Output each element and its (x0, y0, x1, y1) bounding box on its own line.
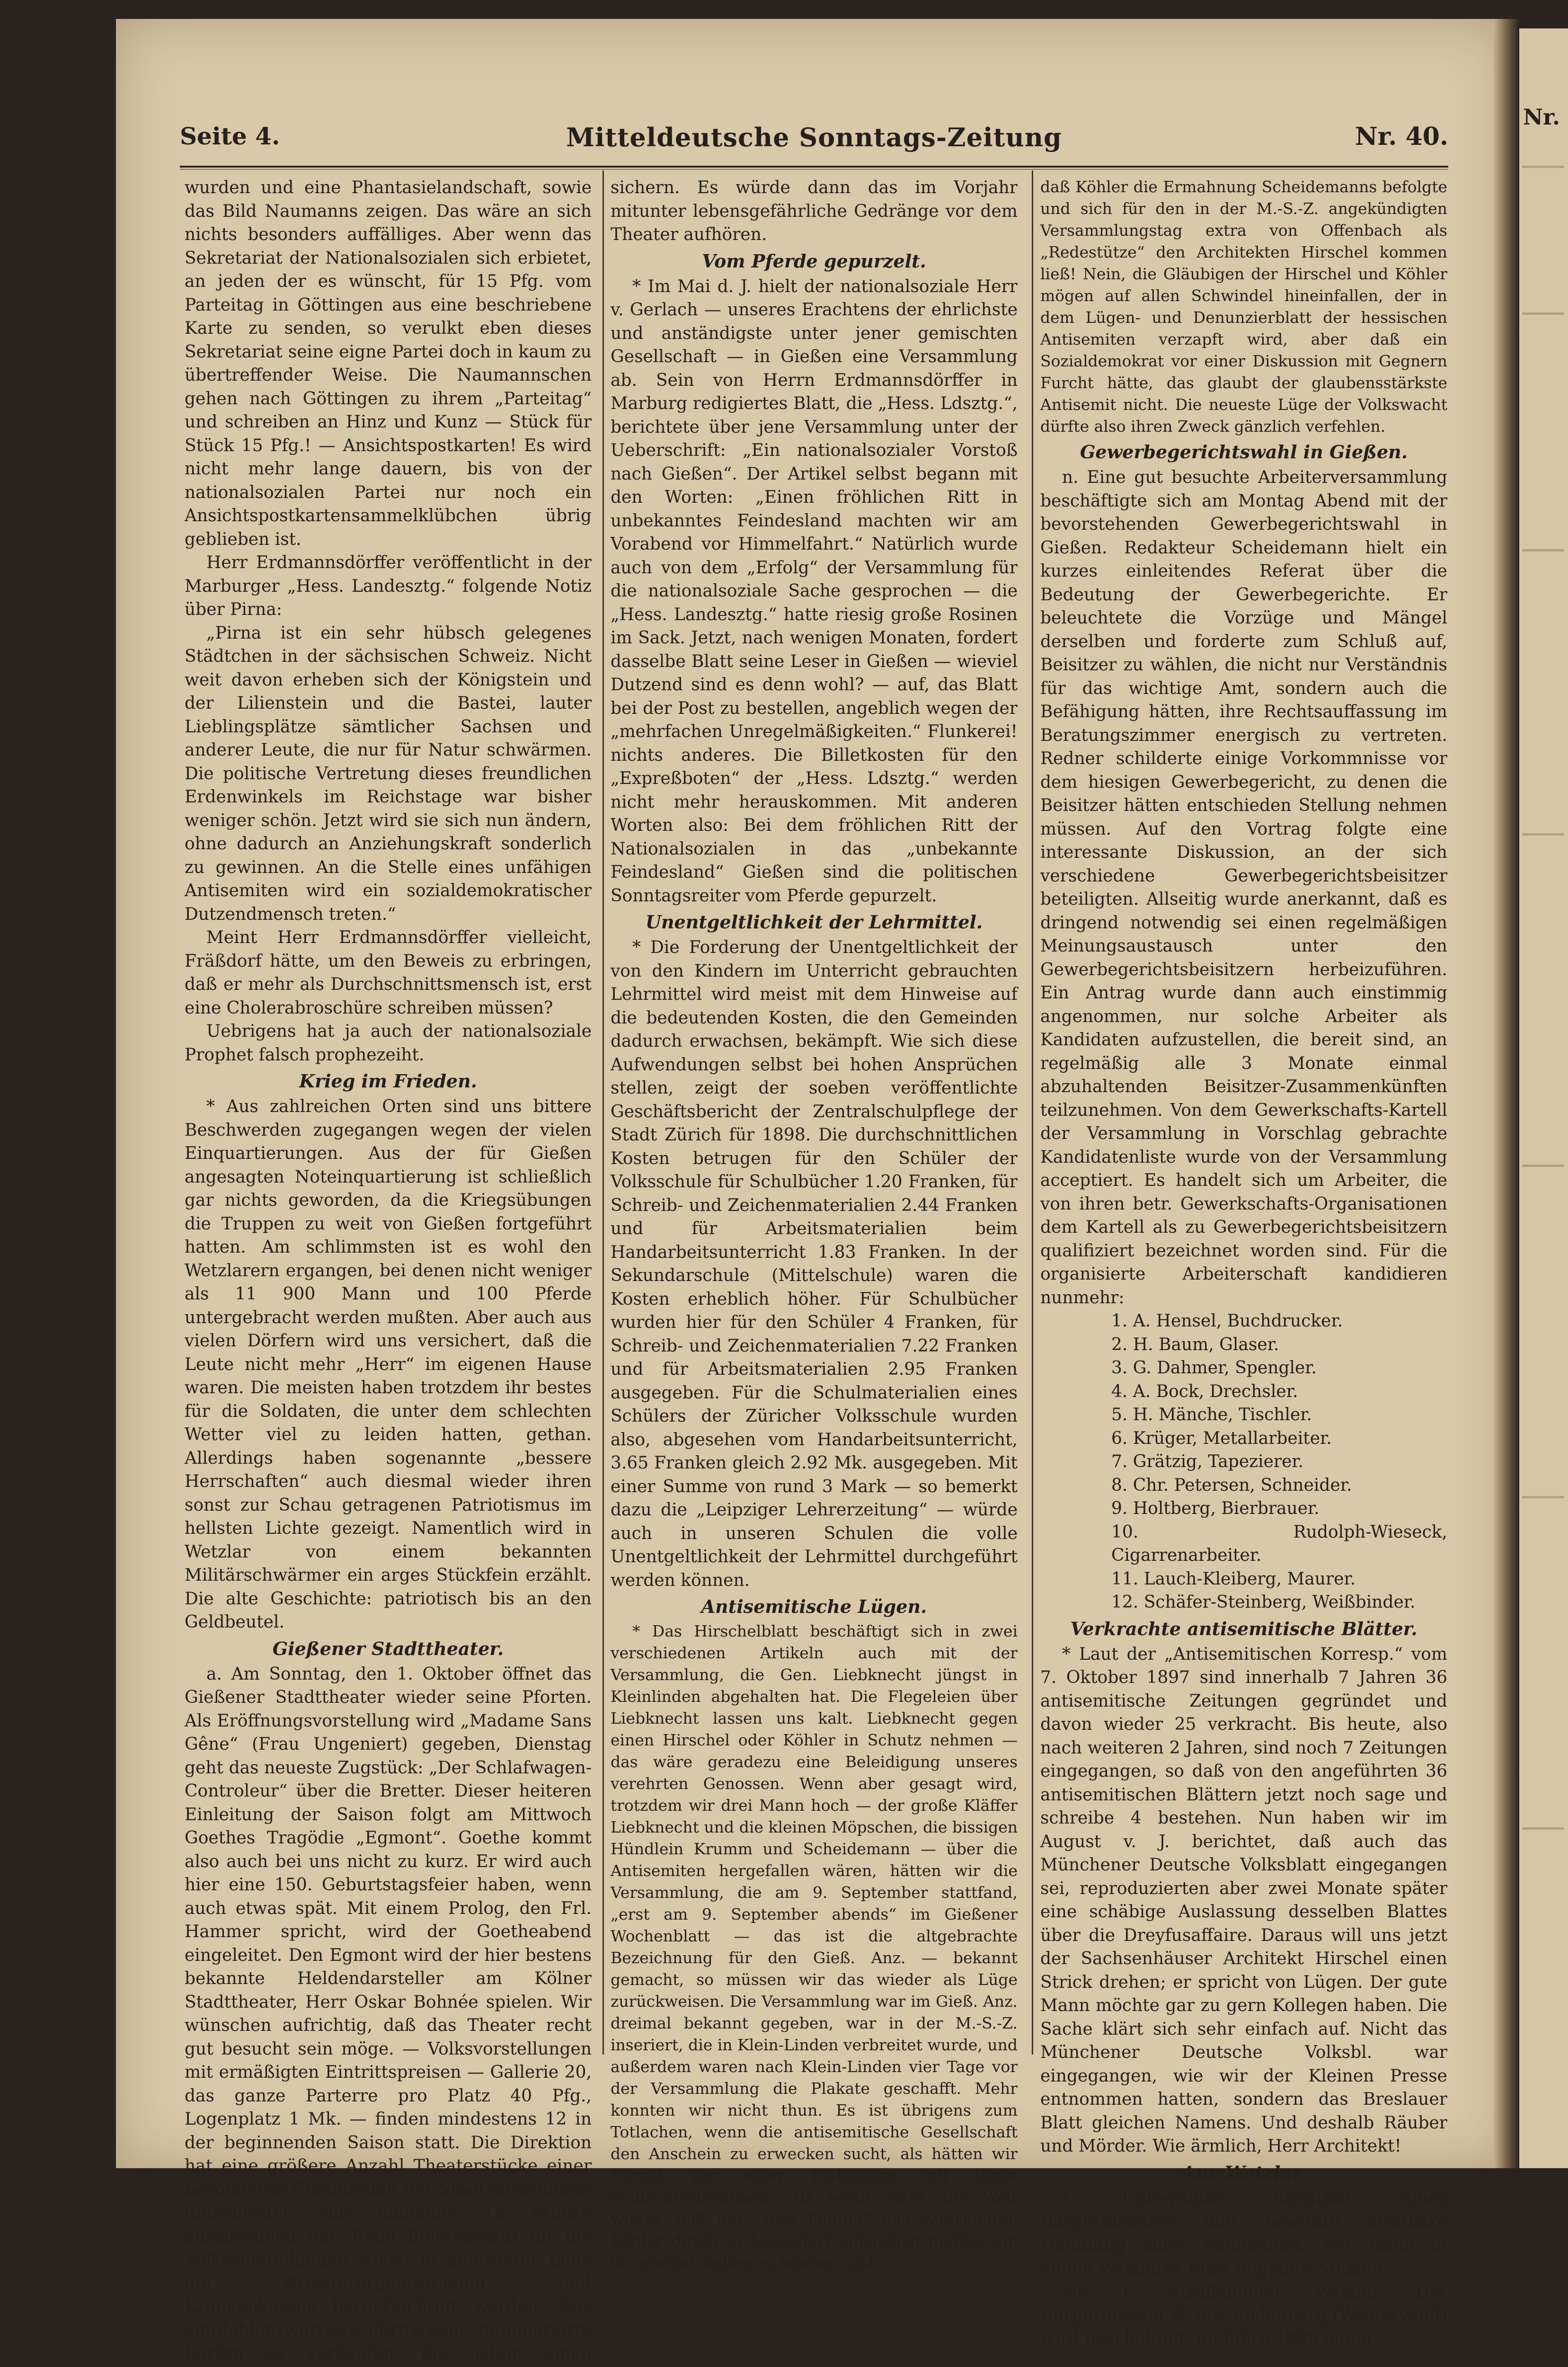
quoted-paragraph: „Pirna ist ein sehr hübsch gelegenes Städtchen in der sächsischen Schweiz. Nicht weit davon erheben sich der Königstein und der Lilienstein und die Bastei, lauter Lieblingsplätze sämtlicher Sachsen und anderer Leute, die nur für Natur schwärmen. Die politische Vertretung dieses freundlichen Erdenwinkels im Reichstage war bisher weniger schön. Jetzt wird sie sich nun ändern, ohne dadurch an Anziehungskraft sonderlich zu gewinnen. An die Stelle eines unfähigen Antisemiten wird ein sozialdemokratischer Dutzendmensch treten.“ (185, 622, 592, 926)
column-divider (602, 170, 604, 2055)
list-item: 11. Lauch-Kleiberg, Maurer. (1040, 1567, 1447, 1591)
article-paragraph: Uebrigens hat ja auch der nationalsoziale Prophet falsch prophezeiht. (185, 1020, 592, 1067)
list-item: 7. Grätzig, Tapezierer. (1040, 1450, 1447, 1474)
article-headline: Antisemitische Lügen. (611, 1595, 1018, 1619)
adjacent-text-line (1522, 833, 1564, 836)
list-item: 4. A. Bock, Drechsler. (1040, 1380, 1447, 1404)
list-item: 5. H. Mänche, Tischler. (1040, 1403, 1447, 1427)
column-2 (611, 176, 1018, 2051)
article-headline: Gießener Stadttheater. (185, 1637, 592, 1661)
article-headline: Gewerbegerichtswahl in Gießen. (1040, 440, 1447, 464)
adjacent-text-line (1522, 549, 1564, 552)
article-paragraph: * Laut der „Antisemitischen Korresp.“ vom 7. Oktober 1897 sind innerhalb 7 Jahren 36 antisemitische Zeitungen gegründet und davon wieder 25 verkracht. Bis heute, also nach weiteren 2 Jahren, sind noch 7 Zeitungen eingegangen, so daß von den angeführten 36 antisemitischen Blättern jetzt noch sage und schreibe 4 bestehen. Nun haben wir im August v. J. berichtet, daß auch das Münchener Deutsche Volksblatt eingegangen sei, reproduzierten aber zwei Monate später eine schäbige Auslassung desselben Blattes über die Dreyfusaffaire. Daraus will uns jetzt der Sachsenhäuser Architekt Hirschel einen Strick drehen; er spricht von Lügen. Der gute Mann möchte gar zu gern Kollegen haben. Die Sache klärt sich sehr einfach auf. Nicht das Münchener Deutsche Volksbl. war eingegangen, wie wir der Kleinen Presse entnommen hatten, sondern das Breslauer Blatt gleichen Namens. Und deshalb Räuber und Mörder. Wie ärmlich, Herr Architekt! (1040, 1643, 1447, 2158)
list-item: 12. Schäfer-Steinberg, Weißbinder. (1040, 1591, 1447, 1614)
header-rule (180, 166, 1448, 168)
list-item: 8. Chr. Petersen, Schneider. (1040, 1474, 1447, 1497)
article-paragraph: * Aus zahlreichen Orten sind uns bittere Beschwerden zugegangen wegen der vielen Einquartierungen. Aus der für Gießen angesagten Noteinquartierung ist schließlich gar nichts geworden, da die Kriegsübungen die Truppen zu weit von Gießen fortgeführt hatten. Am schlimmsten ist es wohl den Wetzlarern ergangen, bei denen nicht weniger als 11 900 Mann und 100 Pferde untergebracht werden mußten. Aber auch aus vielen Dörfern wird uns versichert, daß die Leute nicht mehr „Herr“ im eigenen Hause waren. Die meisten haben trotzdem ihr bestes für die Soldaten, die unter dem schlechten Wetter viel zu leiden hatten, gethan. Allerdings haben sogenannte „bessere Herrschaften“ auch diesmal wieder ihren sonst zur Schau getragenen Patriotismus im hellsten Lichte gezeigt. Namentlich wird in Wetzlar von einem bekannten Militärschwärmer ein arges Stückfein erzählt. Die alte Geschichte: patriotisch bis an den Geldbeutel. (185, 1095, 592, 1634)
adjacent-page-edge (1519, 28, 1568, 2168)
list-item: 3. G. Dahmer, Spengler. (1040, 1356, 1447, 1380)
article-paragraph: * Im Mai d. J. hielt der nationalsoziale Herr v. Gerlach — unseres Erachtens der ehrlichste und anständigste unter jener gemischten Gesellschaft — in Gießen eine Versammlung ab. Sein von Herrn Erdmannsdörffer in Marburg redigiertes Blatt, die „Hess. Ldsztg.“, berichtete über jene Versammlung unter der Ueberschrift: „Ein nationalsozialer Vorstoß nach Gießen“. Der Artikel selbst begann mit den Worten: „Einen fröhlichen Ritt in unbekanntes Feindesland machten wir am Vorabend vor Himmelfahrt.“ Natürlich wurde auch von dem „Erfolg“ der Versammlung für die nationalsoziale Sache gesprochen — die „Hess. Landesztg.“ hatte riesig große Rosinen im Sack. Jetzt, nach wenigen Monaten, fordert dasselbe Blatt seine Leser in Gießen — wieviel Dutzend sind es denn wohl? — auf, das Blatt bei der Post zu bestellen, angeblich wegen der „mehrfachen Unregelmäßigkeiten.“ Flunkerei! nichts anderes. Die Billetkosten für den „Expreßboten“ der „Hess. Ldsztg.“ werden nicht mehr herauskommen. Mit anderen Worten also: Bei dem fröhlichen Ritt der Nationalsozialen in das „unbekannte Feindesland“ Gießen sind die politischen Sonntagsreiter vom Pferde gepurzelt. (611, 275, 1018, 908)
book-spine-shadow (1493, 19, 1519, 2168)
article-paragraph: a. Am Sonntag, den 1. Oktober öffnet das Gießener Stadttheater wieder seine Pforten. Als Eröffnungsvorstellung wird „Madame Sans Gêne“ (Frau Ungeniert) gegeben, Dienstag geht das neueste Zugstück: „Der Schlafwagen-Controleur“ über die Bretter. Dieser heiteren Einleitung der Saison folgt am Mittwoch Goethes Tragödie „Egmont“. Goethe kommt also auch bei uns nicht zu kurz. Er wird auch hier eine 150. Geburtstagsfeier haben, wenn auch etwas spät. Mit einem Prolog, den Frl. Hammer spricht, wird der Goetheabend eingeleitet. Den Egmont wird der hier bestens bekannte Heldendarsteller am Kölner Stadttheater, Herr Oskar Bohnée spielen. Wir wünschen aufrichtig, daß das Theater recht gut besucht sein möge. — Volksvorstellungen mit ermäßigten Eintrittspreisen — Gallerie 20, das ganze Parterre pro Platz 40 Pfg., Logenplatz 1 Mk. — finden mindestens 12 in der beginnenden Saison statt. Die Direktion hat eine größere Anzahl Theaterstücke einer besonderen Commission der Stadtverordneten unterbreitet, die nunmehr 12 Stücke auszuwählen hat. Beim Billetverkauf für die Volksvorstellungen sollen in allererster Linie die Arbeiterorganisationen und Krankenkassen berücksichtigt werden. Das empfehlenswerteste dürfte sein, nummerierte Karten zu verkaufen, die jedem einen (185, 1663, 592, 2367)
list-item: 10. Rudolph-Wieseck, Cigarrenarbeiter. (1040, 1521, 1447, 1567)
column-divider (1032, 170, 1033, 2055)
adjacent-page-header: Nr. (1523, 104, 1560, 130)
article-paragraph: sichern. Es würde dann das im Vorjahr mitunter lebensgefährliche Gedränge vor dem Theater aufhören. (611, 176, 1018, 247)
list-item: 2. H. Baum, Glaser. (1040, 1333, 1447, 1357)
adjacent-text-line (1522, 1496, 1564, 1498)
column-3 (1040, 176, 1447, 2051)
article-headline: Unentgeltlichkeit der Lehrmittel. (611, 910, 1018, 934)
newspaper-title: Mitteldeutsche Sonntags-Zeitung (180, 122, 1448, 152)
article-headline: Vom Pferde gepurzelt. (611, 249, 1018, 273)
article-paragraph: Nr. 1. Strafkammer Wetzlar. Der Bürgermeister G. aus Rodenberg (Westerwald) wird beschuldigt, im Jahre 1898 einen (1040, 2280, 1447, 2351)
article-paragraph: wurden und eine Phantasielandschaft, sowie das Bild Naumanns zeigen. Das wäre an sich nichts besonders auffälliges. Aber wenn das Sekretariat der Nationalsozialen sich erbietet, an jeden der es wünscht, für 15 Pfg. vom Parteitag in Göttingen aus eine beschriebene Karte zu senden, so verulkt eben dieses Sekretariat seine eigne Partei doch in kaum zu übertreffender Weise. Die Naumannschen gehen nach Göttingen zu ihrem „Parteitag“ und schreiben an Hinz und Kunz — Stück für Stück 15 Pfg.! — Ansichtspostkarten! Es wird nicht mehr lange dauern, bis von der nationalsozialen Partei nur noch ein Ansichtspostkartensammelklübchen übrig geblieben ist. (185, 176, 592, 551)
adjacent-text-line (1522, 166, 1564, 168)
adjacent-text-line (1522, 1827, 1564, 1830)
issue-number: Nr. 40. (1355, 122, 1448, 151)
article-headline: Aus Wetzlar. (1040, 2161, 1447, 2185)
list-item: 6. Krüger, Metallarbeiter. (1040, 1427, 1447, 1450)
article-paragraph: * Die Forderung der Unentgeltlichkeit der von den Kindern im Unterricht gebrauchten Lehrmittel wird meist mit dem Hinweise auf die bedeutenden Kosten, die den Gemeinden dadurch erwachsen, bekämpft. Wie sich diese Aufwendungen selbst bei hohen Ansprüchen stellen, zeigt der soeben veröffentlichte Geschäftsbericht der Zentralschulpflege der Stadt Zürich für 1898. Die durchschnittlichen Kosten betrugen für den Schüler der Volksschule für Schulbücher 1.20 Franken, für Schreib- und Zeichenmaterialien 2.44 Franken und für Arbeitsmaterialien beim Handarbeitsunterricht 1.83 Franken. In der Sekundarschule (Mittelschule) waren die Kosten erheblich höher. Für Schulbücher wurden hier für den Schüler 4 Franken, für Schreib- und Zeichenmaterialien 7.22 Franken und für Arbeitsmaterialien 2.95 Franken ausgegeben. Für die Schulmaterialien eines Schülers der Züricher Volksschule wurden also, abgesehen vom Handarbeitsunterricht, 3.65 Franken gleich 2.92 Mk. ausgegeben. Mit einer Summe von rund 3 Mark — so bemerkt dazu die „Leipziger Lehrerzeitung“ — würde auch in unseren Schulen die volle Unentgeltlichkeit der Lehrmittel durchgeführt werden können. (611, 936, 1018, 1592)
page-number-label: Seite 4. (180, 122, 280, 150)
article-paragraph: Meint Herr Erdmannsdörffer vielleicht, Fräßdorf hätte, um den Beweis zu erbringen, daß er mehr als Durchschnittsmensch ist, erst eine Cholerabroschüre schreiben müssen? (185, 926, 592, 1020)
running-head (180, 122, 1448, 165)
candidate-list (1040, 1309, 1447, 1614)
article-paragraph: daß Köhler die Ermahnung Scheidemanns befolgte und sich für den in der M.-S.-Z. angekündigten Versammlungstag extra von Offenbach als „Redestütze“ den Architekten Hirschel kommen ließ! Nein, die Gläubigen der Hirschel und Köhler mögen auf allen Schwindel hineinfallen, der in dem Lügen- und Denunzierblatt der hessischen Antisemiten verzapft wird, aber daß ein Sozialdemokrat vor einer Diskussion mit Gegnern Furcht hätte, das glaubt der glaubensstärkste Antisemit nicht. Die neueste Lüge der Volkswacht dürfte also ihren Zweck gänzlich verfehlen. (1040, 176, 1447, 437)
article-paragraph: * Das Hirschelblatt beschäftigt sich in zwei verschiedenen Artikeln auch mit der Versammlung, die Gen. Liebknecht jüngst in Kleinlinden abgehalten hat. Die Flegeleien über Liebknecht lassen uns kalt. Liebknecht gegen einen Hirschel oder Köhler in Schutz nehmen — das wäre geradezu eine Beleidigung unseres verehrten Genossen. Wenn aber gesagt wird, trotzdem wir drei Mann hoch — der große Kläffer Liebknecht und die kleinen Möpschen, die bissigen Hündlein Krumm und Scheidemann — über die Antisemiten hergefallen wären, hätten wir die Versammlung, die am 9. September stattfand, „erst am 9. September abends“ im Gießener Wochenblatt — das ist die altgebrachte Bezeichnung für den Gieß. Anz. — bekannt gemacht, so müssen wir das wieder als Lüge zurückweisen. Die Versammlung war im Gieß. Anz. dreimal bekannt gegeben, war in der M.-S.-Z. inseriert, die in Klein-Linden verbreitet wurde, und außerdem waren nach Klein-Linden vier Tage vor der Versammlung die Plakate geschafft. Mehr konnten wir nicht thun. Es ist übrigens zum Totlachen, wenn die antisemitische Gesellschaft den Anschein zu erwecken sucht, als hätten wir Furcht vor einer Diskussion mit ihren Schlechtschwätzern. Als wenn nicht alle Welt wüßte, daß der „rote Philipp“ den Antisemiten Köhler direkt in Langsdorf aufsuchen mußte, um ihn einmal stellen zu können und (611, 1620, 1018, 2274)
article-paragraph: n. Eine gut besuchte Arbeiterversammlung beschäftigte sich am Montag Abend mit der bevorstehenden Gewerbegerichtswahl in Gießen. Redakteur Scheidemann hielt ein kurzes einleitendes Referat über die Bedeutung der Gewerbegerichte. Er beleuchtete die Vorzüge und Mängel derselben und forderte zum Schluß auf, Beisitzer zu wählen, die nicht nur Verständnis für das wichtige Amt, sondern auch die Befähigung hätten, ihre Rechtsauffassung im Beratungszimmer energisch zu vertreten. Redner schilderte einige Vorkommnisse vor dem hiesigen Gewerbegericht, zu denen die Beisitzer hätten entschieden Stellung nehmen müssen. Auf den Vortrag folgte eine interessante Diskussion, an der sich verschiedene Gewerbegerichtsbeisitzer beteiligten. Allseitig wurde anerkannt, daß es dringend notwendig sei einen regelmäßigen Meinungsaustausch unter den Gewerbegerichtsbeisitzern herbeizuführen. Ein Antrag wurde dann auch einstimmig angenommen, nur solche Arbeiter als Kandidaten aufzustellen, die bereit sind, an regelmäßig alle 3 Monate einmal abzuhaltenden Beisitzer-Zusammenkünften teilzunehmen. Von dem Gewerkschafts-Kartell der Versammlung in Vorschlag gebrachte Kandidatenliste wurde von der Versammlung acceptiert. Es handelt sich um Arbeiter, die von ihren betr. Gewerkschafts-Organisationen dem Kartell als zu Gewerbegerichtsbeisitzern qualifiziert bezeichnet worden sind. Für die organisierte Arbeiterschaft kandidieren nunmehr: (1040, 466, 1447, 1309)
adjacent-text-line (1522, 1165, 1564, 1167)
article-paragraph: * Unbewußte Strafthat eines Bürgermeisters und bewußte strafbare Handlung eines Schneiders. Wir lesen in einem Wetzlarer Blatt folgende Notizen: (1040, 2187, 1447, 2280)
adjacent-text-line (1522, 312, 1564, 315)
article-headline: Verkrachte antisemitische Blätter. (1040, 1617, 1447, 1641)
list-item: 9. Holtberg, Bierbrauer. (1040, 1497, 1447, 1521)
article-paragraph: Herr Erdmannsdörffer veröffentlicht in der Marburger „Hess. Landesztg.“ folgende Notiz über Pirna: (185, 551, 592, 622)
column-1 (185, 176, 592, 2051)
list-item: 1. A. Hensel, Buchdrucker. (1040, 1309, 1447, 1333)
article-headline: Krieg im Frieden. (185, 1069, 592, 1093)
